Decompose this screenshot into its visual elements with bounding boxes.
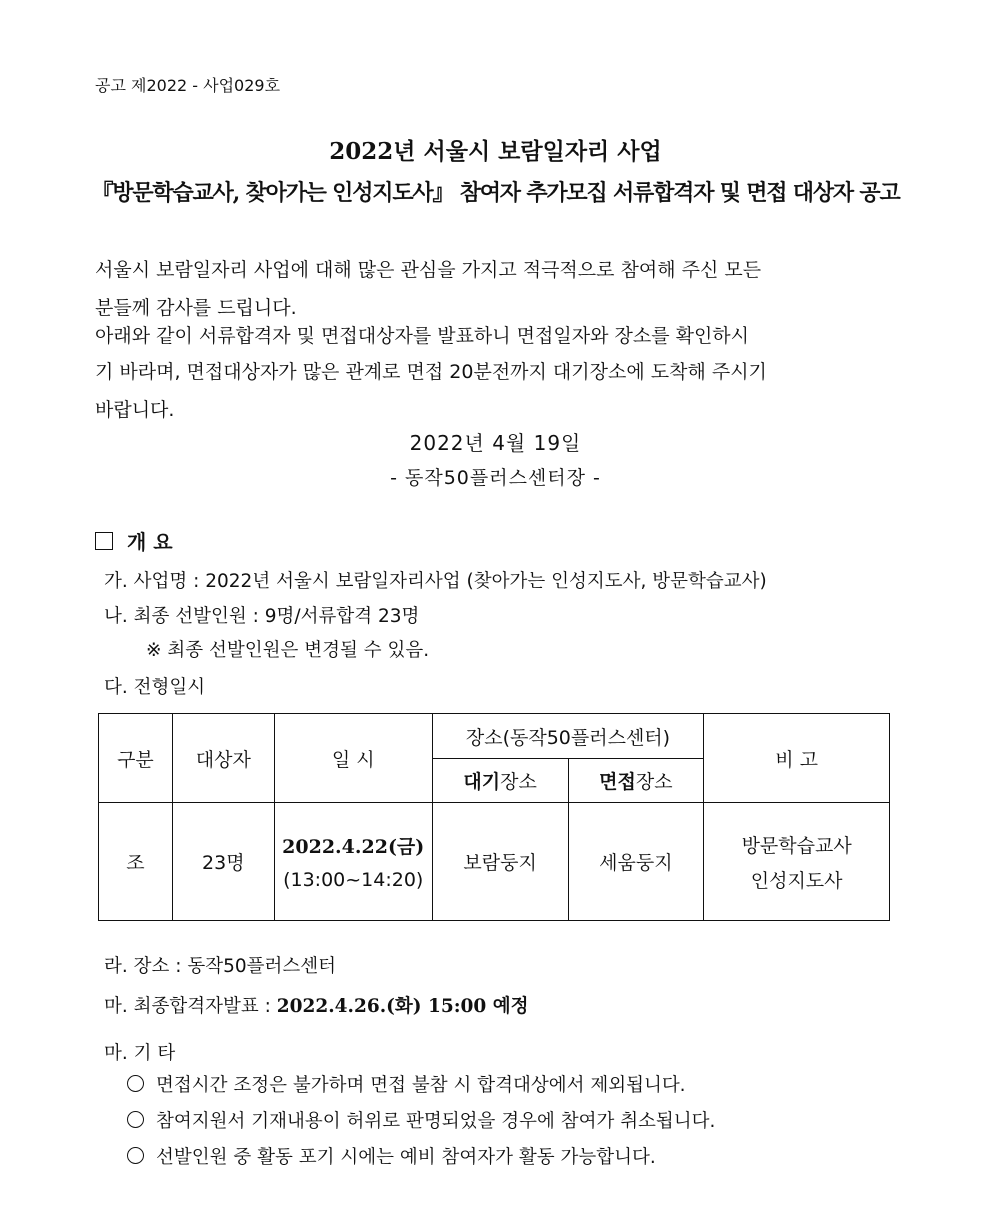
intro-line-5: 바랍니다.	[95, 399, 175, 421]
schedule-title: 다. 전형일시	[104, 677, 206, 698]
header-interview-rest: 장소	[635, 771, 673, 793]
notice-date: 2022년 4월 19일	[409, 431, 582, 455]
header-group: 구분	[99, 714, 173, 803]
overview-heading	[95, 526, 173, 555]
header-note: 비 고	[704, 714, 890, 803]
notice-number: 공고 제2022 - 사업029호	[95, 76, 281, 95]
header-wait-place	[432, 759, 568, 803]
cell-note	[704, 803, 890, 921]
header-wait-rest: 장소	[500, 771, 537, 793]
square-bullet-icon	[95, 532, 113, 550]
header-interview-place	[568, 759, 704, 803]
cell-group: 조	[99, 803, 173, 921]
header-interview-bold: 면접	[599, 771, 636, 793]
header-wait-bold: 대기	[463, 771, 501, 793]
etc-item-text: 면접시간 조정은 불가하며 면접 불참 시 합격대상에서 제외됩니다.	[156, 1075, 686, 1096]
cell-interview-place: 세움둥지	[568, 803, 704, 921]
announce-label: 마. 최종합격자발표 :	[104, 996, 277, 1017]
etc-item-text: 선발인원 중 활동 포기 시에는 예비 참여자가 활동 가능합니다.	[156, 1147, 656, 1168]
announce-value: 2022.4.26.(화) 15:00 예정	[276, 996, 529, 1017]
etc-item	[127, 1107, 715, 1133]
table-header-row	[99, 714, 890, 759]
intro-line-1: 서울시 보람일자리 사업에 대해 많은 관심을 가지고 적극적으로 참여해 주신 모든	[95, 259, 762, 281]
title-line-2: 『방문학습교사, 찾아가는 인성지도사』 참여자 추가모집 서류합격자 및 면접 대상자 공고	[91, 180, 900, 206]
header-count: 대상자	[172, 714, 274, 803]
cell-count: 23명	[172, 803, 274, 921]
circle-bullet-icon	[127, 1147, 144, 1164]
etc-item-text: 참여지원서 기재내용이 허위로 판명되었을 경우에 참여가 취소됩니다.	[156, 1111, 716, 1132]
etc-item	[127, 1071, 686, 1097]
etc-item	[127, 1143, 656, 1169]
business-name: 가. 사업명 : 2022년 서울시 보람일자리사업 (찾아가는 인성지도사, 방문학습교사)	[104, 571, 767, 592]
issuer: - 동작50플러스센터장 -	[390, 467, 601, 489]
circle-bullet-icon	[127, 1075, 144, 1092]
circle-bullet-icon	[127, 1111, 144, 1128]
intro-line-3: 아래와 같이 서류합격자 및 면접대상자를 발표하니 면접일자와 장소를 확인하시	[95, 325, 750, 347]
cell-date: 2022.4.22(금)	[282, 836, 425, 858]
selection-note: ※ 최종 선발인원은 변경될 수 있음.	[146, 640, 430, 661]
intro-line-2: 분들께 감사를 드립니다.	[95, 297, 297, 319]
cell-wait-place: 보람둥지	[432, 803, 568, 921]
cell-note-2: 인성지도사	[750, 869, 843, 892]
header-place: 장소(동작50플러스센터)	[432, 714, 704, 759]
intro-line-4: 기 바라며, 면접대상자가 많은 관계로 면접 20분전까지 대기장소에 도착해 주시기	[95, 361, 767, 383]
selection-count: 나. 최종 선발인원 : 9명/서류합격 23명	[104, 606, 420, 627]
overview-title: 개 요	[127, 530, 173, 554]
final-announcement	[104, 992, 528, 1018]
cell-datetime	[274, 803, 432, 921]
table-row	[99, 803, 890, 921]
location: 라. 장소 : 동작50플러스센터	[104, 956, 337, 977]
title-line-1: 2022년 서울시 보람일자리 사업	[329, 138, 662, 165]
cell-time: (13:00~14:20)	[283, 869, 424, 891]
etc-title: 마. 기 타	[104, 1043, 176, 1064]
cell-note-1: 방문학습교사	[741, 834, 852, 857]
schedule-table	[98, 713, 890, 921]
header-datetime: 일 시	[274, 714, 432, 803]
